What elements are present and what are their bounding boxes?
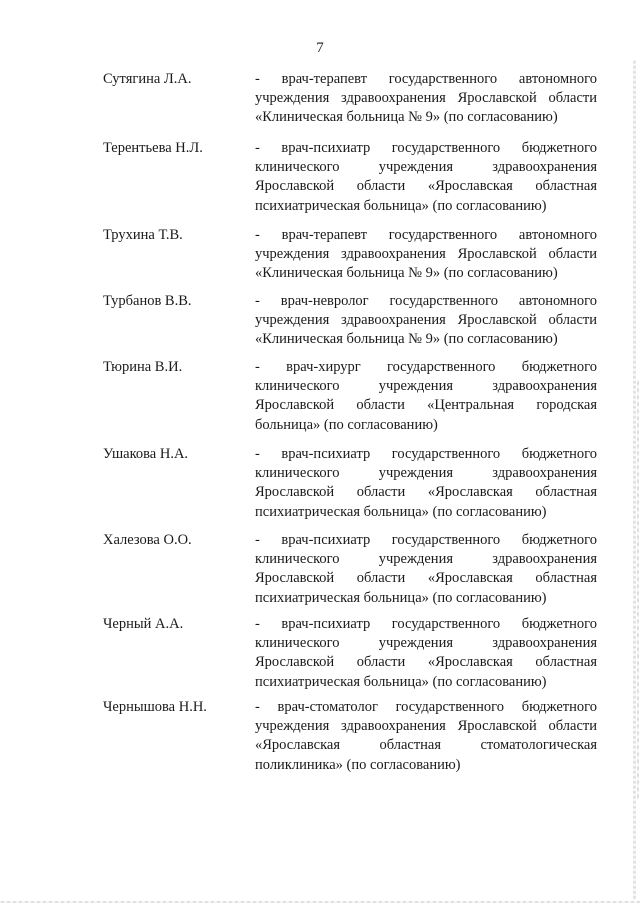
- list-item: [0, 226, 597, 284]
- member-position: - врач-терапевт государственного автономного учреждения здравоохранения Ярославской области «Клиническая больница № 9» (по согласованию): [255, 227, 597, 282]
- list-item: [0, 698, 597, 775]
- member-name: Сутягина Л.А.: [103, 71, 192, 87]
- list-item: [0, 358, 597, 435]
- scan-bottom-artifact: [0, 901, 640, 903]
- member-name: Халезова О.О.: [103, 532, 192, 548]
- member-position: - врач-психиатр государственного бюджетного клинического учреждения здравоохранения Ярославской области «Ярославская областная психиатрическая больница» (по согласованию): [255, 140, 597, 214]
- list-item: [0, 292, 597, 350]
- list-item: [0, 445, 597, 522]
- member-position: - врач-психиатр государственного бюджетного клинического учреждения здравоохранения Ярославской области «Ярославская областная психиатрическая больница» (по согласованию): [255, 616, 597, 690]
- list-item: [0, 70, 597, 128]
- member-name: Турбанов В.В.: [103, 293, 192, 309]
- member-name: Тюрина В.И.: [103, 359, 183, 375]
- member-position: - врач-психиатр государственного бюджетного клинического учреждения здравоохранения Ярославской области «Ярославская областная психиатрическая больница» (по согласованию): [255, 446, 597, 520]
- member-position: - врач-психиатр государственного бюджетного клинического учреждения здравоохранения Ярославской области «Ярославская областная психиатрическая больница» (по согласованию): [255, 532, 597, 606]
- member-name: Ушакова Н.А.: [103, 446, 189, 462]
- member-name: Черный А.А.: [103, 616, 184, 632]
- member-name: Терентьева Н.Л.: [103, 140, 203, 156]
- list-item: [0, 615, 597, 692]
- member-name: Чернышова Н.Н.: [103, 699, 207, 715]
- member-position: - врач-стоматолог государственного бюджетного учреждения здравоохранения Ярославской области «Ярославская областная стоматологическая поликлиника» (по согласованию): [255, 699, 597, 773]
- member-position: - врач-терапевт государственного автономного учреждения здравоохранения Ярославской области «Клиническая больница № 9» (по согласованию): [255, 71, 597, 126]
- page-number: 7: [316, 40, 324, 56]
- scan-edge-artifact: [633, 60, 636, 900]
- scan-edge-artifact: [637, 380, 639, 800]
- member-position: - врач-невролог государственного автономного учреждения здравоохранения Ярославской области «Клиническая больница № 9» (по согласованию): [255, 293, 597, 348]
- member-position: - врач-хирург государственного бюджетного клинического учреждения здравоохранения Ярославской области «Центральная городская больница» (по согласованию): [255, 359, 597, 433]
- list-item: [0, 139, 597, 216]
- list-item: [0, 531, 597, 608]
- member-name: Трухина Т.В.: [103, 227, 183, 243]
